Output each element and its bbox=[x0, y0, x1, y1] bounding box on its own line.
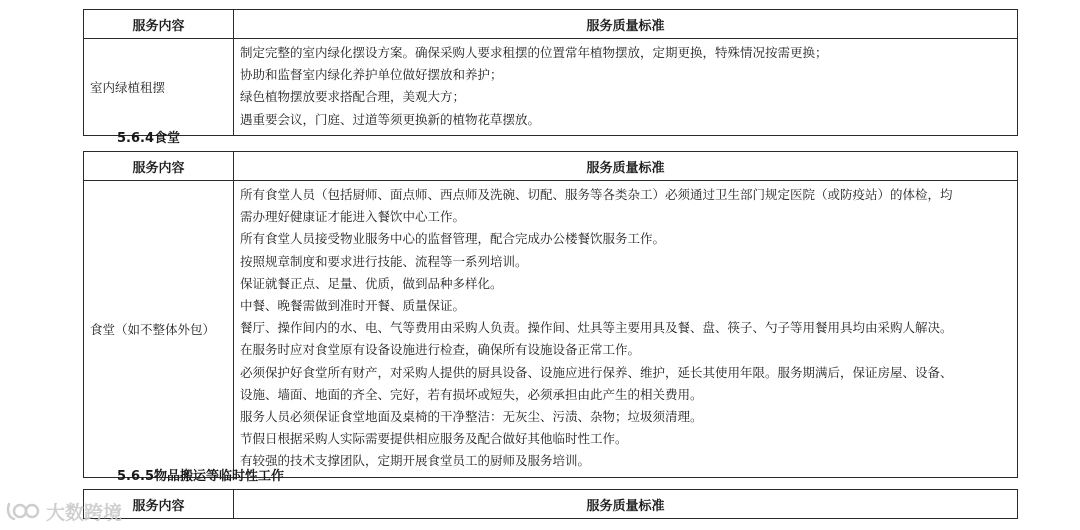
standard-line: 必须保护好食堂所有财产，对采购人提供的厨具设备、设施应进行保养、维护，延长其使用年限。服务期满后，保证房屋、设备、 bbox=[240, 364, 953, 380]
table-header-row bbox=[84, 10, 1018, 39]
standard-line: 绿色植物摆放要求搭配合理，美观大方； bbox=[240, 89, 466, 105]
header-service-content: 服务内容 bbox=[84, 490, 234, 519]
standard-cell bbox=[234, 181, 1018, 478]
standard-line: 所有食堂人员（包括厨师、面点师、西点师及洗碗、切配、服务等各类杂工）必须通过卫生部门规定医院（或防疫站）的体检，均 bbox=[240, 187, 953, 202]
service-table-indoor-plants bbox=[83, 9, 1018, 136]
table-row bbox=[84, 181, 1018, 478]
section-heading: 5.6.4食堂 bbox=[117, 131, 181, 146]
standard-line: 按照规章制度和要求进行技能、流程等一系列培训。 bbox=[240, 253, 528, 269]
header-service-content: 服务内容 bbox=[84, 10, 234, 39]
standard-line: 在服务时应对食堂原有设备设施进行检查，确保所有设施设备正常工作。 bbox=[240, 342, 641, 358]
standard-line: 需办理好健康证才能进入餐饮中心工作。 bbox=[240, 209, 466, 225]
standard-line: 有较强的技术支撑团队，定期开展食堂员工的厨师及服务培训。 bbox=[240, 453, 591, 469]
table-header-row bbox=[84, 490, 1018, 519]
header-service-standard: 服务质量标准 bbox=[234, 152, 1018, 181]
standard-line: 服务人员必须保证食堂地面及桌椅的干净整洁：无灰尘、污渍、杂物；垃圾须清理。 bbox=[240, 409, 703, 425]
standard-line: 设施、墙面、地面的齐全、完好，若有损坏或短失，必须承担由此产生的相关费用。 bbox=[240, 386, 703, 402]
header-service-standard: 服务质量标准 bbox=[234, 10, 1018, 39]
watermark bbox=[6, 497, 122, 525]
standard-line: 节假日根据采购人实际需要提供相应服务及配合做好其他临时性工作。 bbox=[240, 431, 628, 447]
standard-line: 所有食堂人员接受物业服务中心的监督管理，配合完成办公楼餐饮服务工作。 bbox=[240, 231, 666, 247]
standard-line: 中餐、晚餐需做到准时开餐、质量保证。 bbox=[240, 298, 466, 314]
standard-line: 制定完整的室内绿化摆设方案。确保采购人要求租摆的位置常年植物摆放，定期更换，特殊情况按需更换； bbox=[240, 45, 828, 60]
standard-line: 保证就餐正点、足量、优质，做到品种多样化。 bbox=[240, 275, 503, 291]
header-service-content: 服务内容 bbox=[84, 152, 234, 181]
table-row bbox=[84, 39, 1018, 136]
standard-cell bbox=[234, 39, 1018, 136]
section-heading: 5.6.5物品搬运等临时性工作 bbox=[117, 469, 285, 484]
watermark-text: 大数跨境 bbox=[46, 501, 123, 524]
standard-line: 遇重要会议，门庭、过道等须更换新的植物花草摆放。 bbox=[240, 111, 541, 127]
standard-line: 餐厅、操作间内的水、电、气等费用由采购人负责。操作间、灶具等主要用具及餐、盘、筷子、勺子等用餐用具均由采购人解决。 bbox=[240, 320, 953, 336]
service-table-canteen bbox=[83, 151, 1018, 478]
header-service-standard: 服务质量标准 bbox=[234, 490, 1018, 519]
standard-line: 协助和监督室内绿化养护单位做好摆放和养护； bbox=[240, 67, 503, 83]
category-cell: 室内绿植租摆 bbox=[84, 39, 234, 136]
category-cell: 食堂（如不整体外包） bbox=[84, 181, 234, 478]
service-table-moving bbox=[83, 489, 1018, 519]
table-header-row bbox=[84, 152, 1018, 181]
brand-logo-icon bbox=[6, 500, 40, 522]
